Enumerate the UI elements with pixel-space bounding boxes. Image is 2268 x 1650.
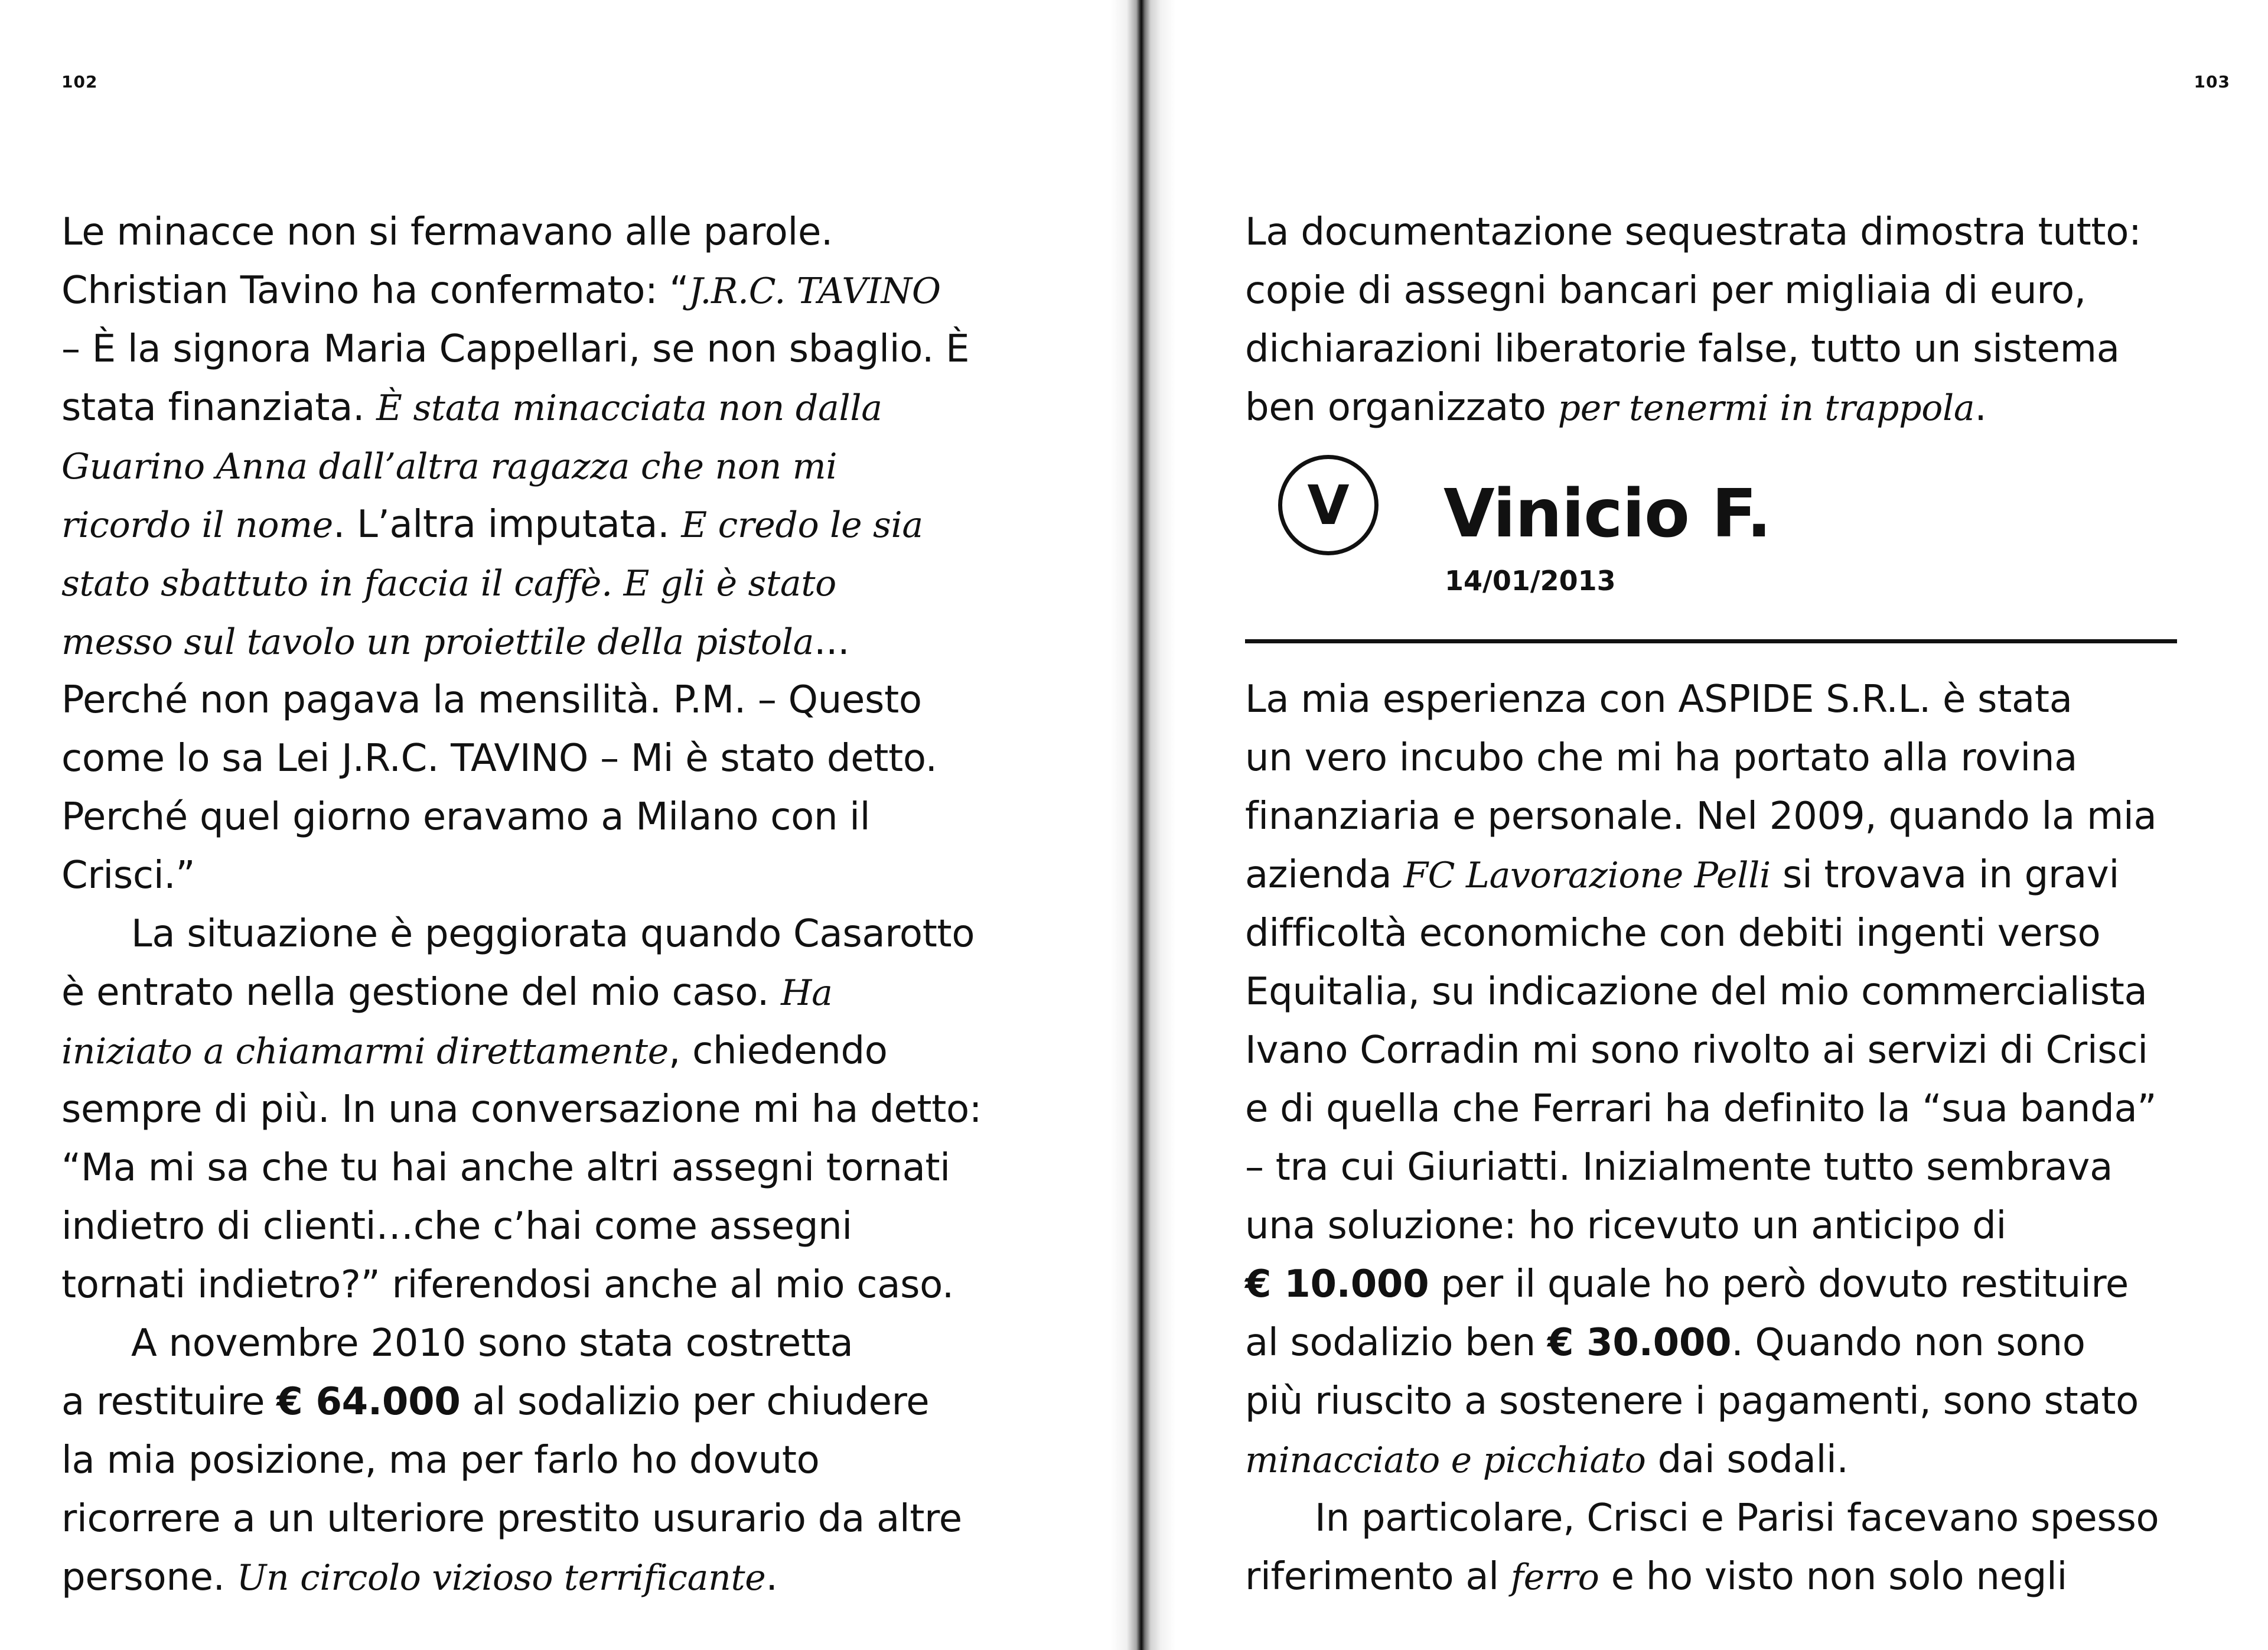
text-run: Crisci.” (61, 854, 195, 897)
emphasis-text: per tenermi in trappola (1557, 388, 1975, 429)
text-line (61, 262, 982, 320)
text-line (1245, 262, 2141, 320)
text-run: dichiarazioni liberatorie false, tutto un sistema (1245, 327, 2120, 371)
text-line (61, 1197, 982, 1256)
text-line (1245, 963, 2159, 1021)
text-line (1245, 1372, 2159, 1431)
text-line (1245, 1255, 2159, 1314)
text-run: e ho visto non solo negli (1599, 1555, 2067, 1599)
entry-name: Vinicio F. (1443, 476, 1771, 552)
text-line (61, 1548, 982, 1607)
page-number-left: 102 (61, 72, 98, 92)
emphasis-text: Ha (781, 972, 833, 1014)
text-line (61, 1314, 982, 1373)
text-line (61, 203, 982, 262)
text-run: Equitalia, su indicazione del mio commercialista (1245, 970, 2148, 1014)
text-line (1245, 1489, 2159, 1548)
text-line (1245, 320, 2141, 379)
text-run: azienda (1245, 853, 1404, 897)
text-run: si trovava in gravi (1770, 853, 2119, 897)
right-body-text-top (1245, 203, 2141, 437)
text-run: Ivano Corradin mi sono rivolto ai servizi di Crisci (1245, 1029, 2148, 1072)
text-line (1245, 1021, 2159, 1080)
text-run: sempre di più. In una conversazione mi ha detto: (61, 1088, 982, 1131)
text-line (1245, 1548, 2159, 1606)
text-run: al sodalizio per chiudere (460, 1380, 930, 1424)
text-run: ricorrere a un ulteriore prestito usurario da altre (61, 1497, 962, 1541)
entry-divider (1245, 639, 2177, 643)
text-line (61, 613, 982, 671)
text-run: “Ma mi sa che tu hai anche altri assegni tornati (61, 1146, 950, 1190)
text-run: dai sodali. (1645, 1438, 1849, 1482)
text-run: Perché quel giorno eravamo a Milano con il (61, 795, 871, 839)
text-run: La situazione è peggiorata quando Casarotto (131, 912, 975, 956)
text-run: una soluzione: ho ricevuto un anticipo di (1245, 1204, 2006, 1248)
text-run: come lo sa Lei J.R.C. TAVINO – Mi è stato detto. (61, 737, 937, 780)
page-number-right: 103 (2194, 72, 2230, 92)
text-run: finanziaria e personale. Nel 2009, quando la mia (1245, 795, 2157, 838)
text-line (61, 905, 982, 964)
text-run: ben organizzato (1245, 386, 1558, 429)
emphasis-text: iniziato a chiamarmi direttamente (61, 1031, 669, 1072)
text-line (61, 496, 982, 554)
right-body-text-bottom (1245, 671, 2159, 1606)
text-run: A novembre 2010 sono stata costretta (131, 1322, 853, 1365)
emphasis-text: ricordo il nome (61, 505, 334, 546)
text-run: La documentazione sequestrata dimostra tutto: (1245, 210, 2142, 254)
text-line (61, 1022, 982, 1081)
text-run: è entrato nella gestione del mio caso. (61, 971, 781, 1014)
emphasis-text: È stata minacciata non dalla (376, 388, 882, 429)
text-line (61, 1490, 982, 1548)
text-run: difficoltà economiche con debiti ingenti verso (1245, 912, 2101, 955)
text-line (61, 847, 982, 905)
text-line (1245, 1080, 2159, 1138)
emphasis-text: J.R.C. TAVINO (689, 271, 941, 312)
text-run: stata finanziata. (61, 386, 377, 429)
entry-date: 14/01/2013 (1445, 565, 1616, 597)
text-line (61, 320, 982, 379)
text-run: più riuscito a sostenere i pagamenti, sono stato (1245, 1379, 2139, 1423)
text-run: tornati indietro?” riferendosi anche al mio caso. (61, 1263, 954, 1307)
text-run: indietro di clienti…che c’hai come assegni (61, 1205, 852, 1248)
text-run: copie di assegni bancari per migliaia di euro, (1245, 269, 2086, 313)
text-line (61, 1373, 982, 1431)
text-run: La mia esperienza con ASPIDE S.R.L. è stata (1245, 678, 2073, 721)
text-line (61, 437, 982, 496)
text-line (1245, 671, 2159, 729)
text-line (61, 671, 982, 730)
text-run: – tra cui Giuriatti. Inizialmente tutto sembrava (1245, 1145, 2113, 1189)
text-run: – È la signora Maria Cappellari, se non sbaglio. È (61, 327, 970, 371)
left-body-text (61, 203, 982, 1607)
text-line (1245, 1138, 2159, 1197)
emphasis-text: minacciato e picchiato (1245, 1440, 1646, 1481)
text-run: riferimento al (1245, 1555, 1511, 1599)
text-run: per il quale ho però dovuto restituire (1429, 1262, 2129, 1306)
bold-amount: € 10.000 (1245, 1262, 1429, 1306)
text-line (61, 1139, 982, 1197)
text-line (1245, 729, 2159, 787)
text-run: In particolare, Crisci e Parisi facevano spesso (1315, 1496, 2159, 1540)
bold-amount: € 64.000 (276, 1380, 461, 1424)
text-line (61, 730, 982, 788)
text-run: ... (814, 620, 850, 663)
emphasis-text: Guarino Anna dall’altra ragazza che non mi (61, 446, 838, 487)
text-run: a restituire (61, 1380, 277, 1424)
entry-initial-badge (1278, 455, 1379, 555)
text-run: al sodalizio ben (1245, 1321, 1547, 1365)
text-line (1245, 846, 2159, 904)
entry-header (1245, 455, 2177, 644)
text-line (1245, 904, 2159, 963)
text-line (1245, 1197, 2159, 1255)
bold-amount: € 30.000 (1547, 1321, 1732, 1365)
text-line (1245, 379, 2141, 437)
entry-initial: V (1307, 473, 1350, 537)
text-line (61, 1081, 982, 1139)
text-run: . (1974, 386, 1987, 429)
text-line (61, 964, 982, 1022)
text-run: . (765, 1555, 778, 1599)
emphasis-text: ferro (1510, 1557, 1599, 1598)
text-line (1245, 1431, 2159, 1489)
text-line (61, 554, 982, 613)
emphasis-text: messo sul tavolo un proiettile della pistola (61, 621, 814, 663)
emphasis-text: stato sbattuto in faccia il caffè. E gli è stato (61, 563, 836, 604)
text-line (1245, 1314, 2159, 1372)
text-run: la mia posizione, ma per farlo ho dovuto (61, 1439, 820, 1482)
emphasis-text: Un circolo vizioso terrificante (236, 1557, 766, 1599)
text-run: Christian Tavino ha confermato: “ (61, 269, 689, 313)
text-line (61, 1431, 982, 1490)
text-run: un vero incubo che mi ha portato alla rovina (1245, 736, 2078, 780)
text-line (61, 379, 982, 437)
text-line (1245, 787, 2159, 846)
text-run: persone. (61, 1555, 237, 1599)
text-line (1245, 203, 2141, 262)
text-run: e di quella che Ferrari ha definito la “sua banda” (1245, 1087, 2157, 1131)
text-run: . L’altra imputata. (333, 503, 682, 546)
text-run: Le minacce non si fermavano alle parole. (61, 210, 833, 254)
emphasis-text: FC Lavorazione Pelli (1403, 855, 1771, 896)
text-run: Perché non pagava la mensilità. P.M. – Questo (61, 678, 922, 722)
text-run: , chiedendo (669, 1029, 888, 1073)
emphasis-text: E credo le sia (681, 505, 923, 546)
text-line (61, 788, 982, 847)
text-run: . Quando non sono (1731, 1321, 2085, 1365)
text-line (61, 1256, 982, 1314)
